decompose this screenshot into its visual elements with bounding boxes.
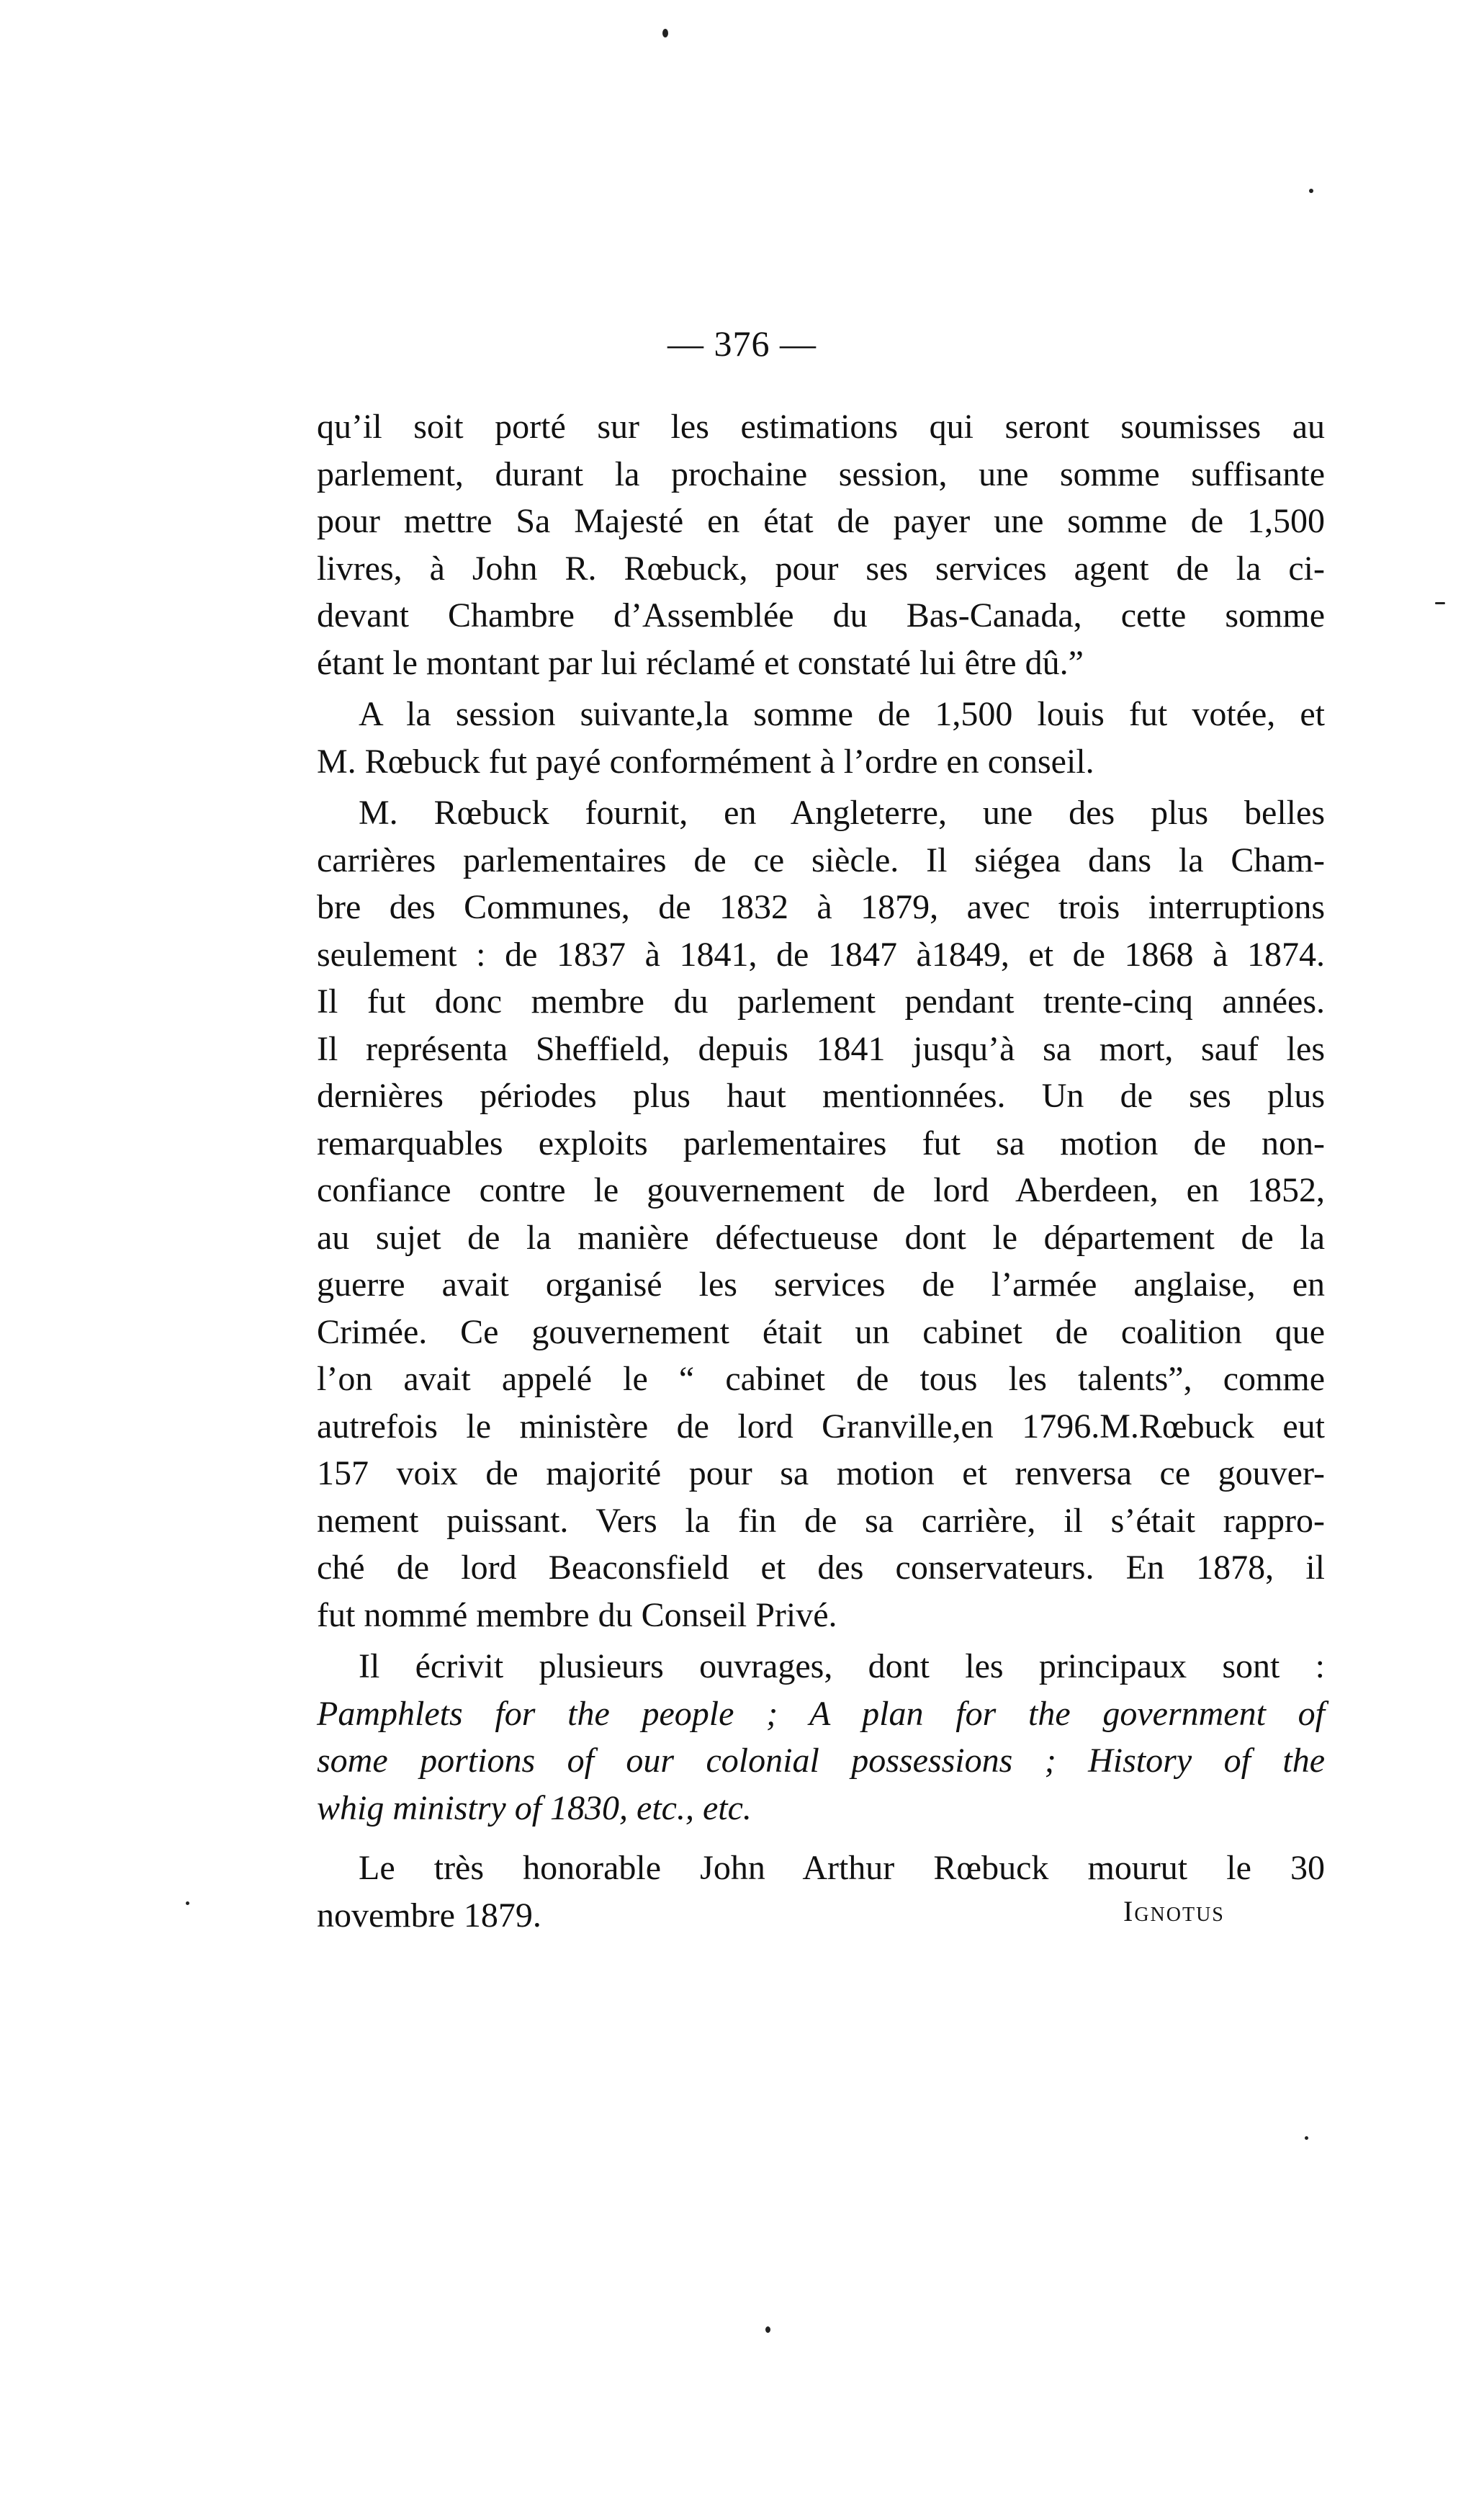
text-line: étant le montant par lui réclamé et constaté lui être dû.”	[317, 643, 1084, 682]
ink-speck	[1435, 602, 1445, 604]
text-line: l’on avait appelé le “ cabinet de tous les talents”, comme	[317, 1360, 1325, 1398]
text-line: au sujet de la manière défectueuse dont le département de la	[317, 1218, 1325, 1257]
ink-speck	[1309, 189, 1313, 193]
ink-speck	[186, 1901, 189, 1905]
text-line: parlement, durant la prochaine session, une somme suffisante	[317, 454, 1325, 493]
text-line: Le très honorable John Arthur Rœbuck mourut le 30	[359, 1849, 1325, 1887]
text-line: bre des Communes, de 1832 à 1879, avec trois interruptions	[317, 888, 1325, 926]
text-line: A la session suivante,la somme de 1,500 louis fut votée, et	[359, 695, 1325, 733]
text-line: M. Rœbuck fut payé conformément à l’ordre en conseil.	[317, 742, 1094, 781]
body-text	[317, 403, 1325, 1939]
text-line: seulement : de 1837 à 1841, de 1847 à1849, et de 1868 à 1874.	[317, 935, 1325, 974]
text-line: nement puissant. Vers la fin de sa carrière, il s’était rappro-	[317, 1501, 1325, 1540]
text-line: pour mettre Sa Majesté en état de payer une somme de 1,500	[317, 502, 1325, 540]
text-line: fut nommé membre du Conseil Privé.	[317, 1595, 837, 1634]
text-line: Il fut donc membre du parlement pendant trente-cinq années.	[317, 982, 1325, 1021]
text-line: 157 voix de majorité pour sa motion et renversa ce gouver-	[317, 1454, 1325, 1492]
ink-speck	[765, 2326, 770, 2333]
text-line: ché de lord Beaconsfield et des conservateurs. En 1878, il	[317, 1549, 1325, 1587]
page-number: — 376 —	[667, 323, 817, 364]
text-line: novembre 1879.	[317, 1896, 541, 1935]
text-line: Il écrivit plusieurs ouvrages, dont les principaux sont :	[359, 1647, 1325, 1685]
author-signature: Ignotus	[1123, 1895, 1225, 1927]
text-line: M. Rœbuck fournit, en Angleterre, une des plus belles	[359, 794, 1325, 832]
text-line: whig ministry of 1830, etc., etc.	[317, 1788, 752, 1827]
text-line: Pamphlets for the people ; A plan for the government of	[317, 1694, 1325, 1733]
text-line: carrières parlementaires de ce siècle. Il siégea dans la Cham-	[317, 841, 1325, 879]
text-line: remarquables exploits parlementaires fut sa motion de non-	[317, 1124, 1325, 1162]
text-line: livres, à John R. Rœbuck, pour ses services agent de la ci-	[317, 549, 1325, 588]
text-line: dernières périodes plus haut mentionnées. Un de ses plus	[317, 1077, 1325, 1115]
paragraph-resolution	[317, 403, 1325, 686]
paragraph-works	[317, 1643, 1325, 1832]
ink-speck	[1305, 2136, 1308, 2140]
text-line: guerre avait organisé les services de l’armée anglaise, en	[317, 1265, 1325, 1304]
paragraph-payment	[317, 691, 1325, 785]
text-line: devant Chambre d’Assemblée du Bas-Canada, cette somme	[317, 596, 1325, 635]
text-line: Crimée. Ce gouvernement était un cabinet de coalition que	[317, 1312, 1325, 1351]
text-line: some portions of our colonial possessions ; History of the	[317, 1742, 1325, 1780]
text-line: qu’il soit porté sur les estimations qui seront soumisses au	[317, 408, 1325, 446]
paragraph-career	[317, 789, 1325, 1639]
ink-speck	[662, 29, 668, 37]
text-line: confiance contre le gouvernement de lord Aberdeen, en 1852,	[317, 1171, 1325, 1209]
text-line: autrefois le ministère de lord Granville,en 1796.M.Rœbuck eut	[317, 1407, 1325, 1446]
text-line: Il représenta Sheffield, depuis 1841 jusqu’à sa mort, sauf les	[317, 1029, 1325, 1068]
